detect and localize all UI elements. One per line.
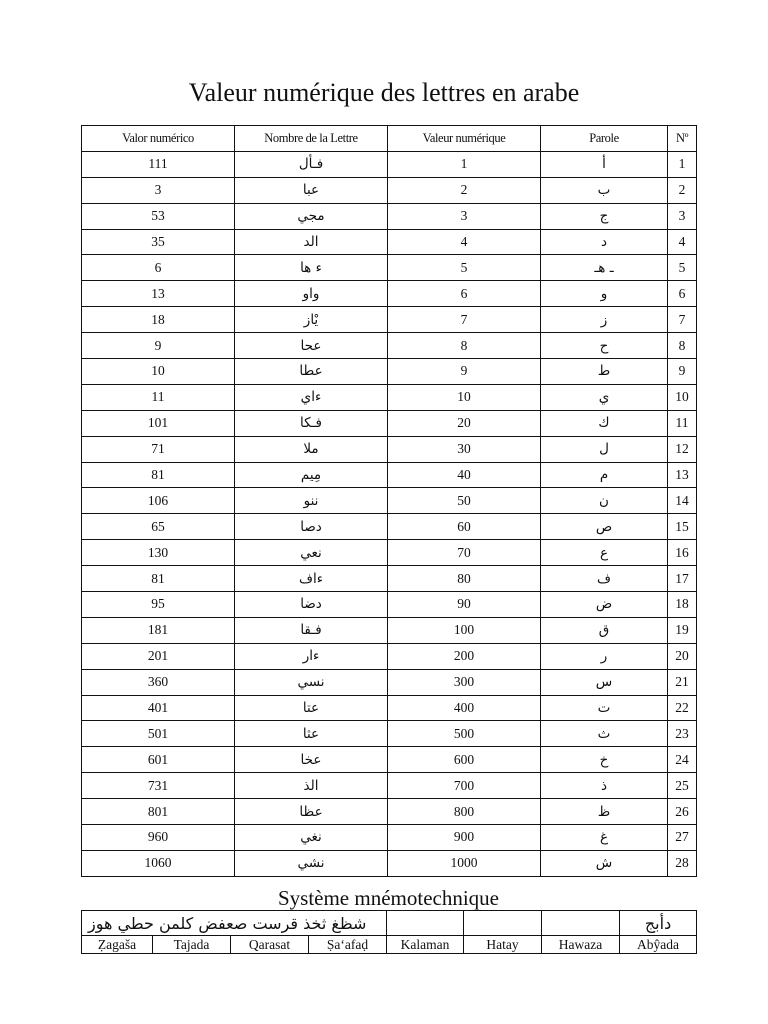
mnemonic-word: Kalaman xyxy=(387,936,464,954)
table-row xyxy=(82,307,697,333)
cell-parole: ث xyxy=(541,721,668,747)
cell-num: 7 xyxy=(668,307,697,333)
cell-nombre: نعي xyxy=(235,540,388,566)
cell-num: 18 xyxy=(668,592,697,618)
cell-valor: 95 xyxy=(82,592,235,618)
table-row xyxy=(82,281,697,307)
cell-nombre: نشي xyxy=(235,850,388,876)
cell-num: 4 xyxy=(668,229,697,255)
cell-nombre: فـكا xyxy=(235,410,388,436)
table-row xyxy=(82,359,697,385)
cell-valeur: 900 xyxy=(388,825,541,851)
mnemonic-word: Hawaza xyxy=(542,936,620,954)
cell-parole: و xyxy=(541,281,668,307)
cell-parole: ع xyxy=(541,540,668,566)
table-row xyxy=(82,566,697,592)
cell-parole: ر xyxy=(541,643,668,669)
cell-valor: 10 xyxy=(82,359,235,385)
cell-nombre: عطا xyxy=(235,359,388,385)
cell-nombre: فـقا xyxy=(235,617,388,643)
cell-parole: ح xyxy=(541,333,668,359)
cell-parole: خ xyxy=(541,747,668,773)
header-num: Nº xyxy=(668,126,697,152)
cell-num: 28 xyxy=(668,850,697,876)
cell-valor: 71 xyxy=(82,436,235,462)
cell-nombre: مِيم xyxy=(235,462,388,488)
cell-parole: ف xyxy=(541,566,668,592)
mnemonic-word: Ẓagaša xyxy=(82,936,153,954)
table-row xyxy=(82,203,697,229)
cell-valor: 130 xyxy=(82,540,235,566)
cell-parole: ـ هـ xyxy=(541,255,668,281)
cell-valor: 360 xyxy=(82,669,235,695)
table-row xyxy=(82,669,697,695)
header-valeur: Valeur numérique xyxy=(388,126,541,152)
cell-valeur: 1000 xyxy=(388,850,541,876)
cell-nombre: فـأل xyxy=(235,151,388,177)
cell-parole: ض xyxy=(541,592,668,618)
cell-num: 22 xyxy=(668,695,697,721)
cell-parole: ق xyxy=(541,617,668,643)
cell-valor: 13 xyxy=(82,281,235,307)
cell-valeur: 60 xyxy=(388,514,541,540)
table-row xyxy=(82,488,697,514)
cell-parole: ن xyxy=(541,488,668,514)
cell-valeur: 100 xyxy=(388,617,541,643)
cell-num: 13 xyxy=(668,462,697,488)
table-row xyxy=(82,177,697,203)
cell-valeur: 400 xyxy=(388,695,541,721)
cell-nombre: نغي xyxy=(235,825,388,851)
cell-valor: 181 xyxy=(82,617,235,643)
cell-num: 15 xyxy=(668,514,697,540)
cell-num: 16 xyxy=(668,540,697,566)
mnemonic-word: Qarasat xyxy=(231,936,309,954)
cell-num: 19 xyxy=(668,617,697,643)
table-row xyxy=(82,514,697,540)
cell-nombre: ءاي xyxy=(235,384,388,410)
table-row xyxy=(82,151,697,177)
table-row xyxy=(82,747,697,773)
cell-num: 11 xyxy=(668,410,697,436)
cell-valeur: 90 xyxy=(388,592,541,618)
cell-parole: ج xyxy=(541,203,668,229)
cell-num: 23 xyxy=(668,721,697,747)
table-row xyxy=(82,462,697,488)
cell-parole: ذ xyxy=(541,773,668,799)
cell-nombre: ملا xyxy=(235,436,388,462)
page-title: Valeur numérique des lettres en arabe xyxy=(188,78,580,107)
cell-valor: 81 xyxy=(82,566,235,592)
table-row xyxy=(82,333,697,359)
cell-valor: 106 xyxy=(82,488,235,514)
cell-valeur: 4 xyxy=(388,229,541,255)
cell-num: 26 xyxy=(668,799,697,825)
cell-num: 8 xyxy=(668,333,697,359)
mnemonic-word: Ṣa‘afaḍ xyxy=(309,936,387,954)
cell-valor: 9 xyxy=(82,333,235,359)
cell-parole: ط xyxy=(541,359,668,385)
mnemonic-empty-cell xyxy=(542,911,620,936)
cell-valor: 601 xyxy=(82,747,235,773)
cell-nombre: مجي xyxy=(235,203,388,229)
cell-nombre: عتا xyxy=(235,695,388,721)
header-parole: Parole xyxy=(541,126,668,152)
cell-valor: 11 xyxy=(82,384,235,410)
mnemonic-title: Système mnémotechnique xyxy=(277,886,500,910)
cell-nombre: واو xyxy=(235,281,388,307)
cell-num: 24 xyxy=(668,747,697,773)
cell-nombre: ءار xyxy=(235,643,388,669)
cell-valeur: 3 xyxy=(388,203,541,229)
cell-valeur: 300 xyxy=(388,669,541,695)
table-header-row xyxy=(82,126,697,152)
table-row xyxy=(82,721,697,747)
cell-parole: ز xyxy=(541,307,668,333)
cell-num: 6 xyxy=(668,281,697,307)
mnemonic-table xyxy=(81,910,697,954)
cell-valeur: 2 xyxy=(388,177,541,203)
cell-valor: 801 xyxy=(82,799,235,825)
cell-nombre: عخا xyxy=(235,747,388,773)
cell-valor: 501 xyxy=(82,721,235,747)
table-row xyxy=(82,799,697,825)
mnemonic-latin-row xyxy=(82,936,697,954)
table-body xyxy=(82,151,697,876)
cell-valeur: 70 xyxy=(388,540,541,566)
table-row xyxy=(82,617,697,643)
letters-table xyxy=(81,125,697,877)
mnemonic-word: Tajada xyxy=(153,936,231,954)
table-row xyxy=(82,592,697,618)
cell-valor: 101 xyxy=(82,410,235,436)
cell-valor: 35 xyxy=(82,229,235,255)
cell-parole: ظ xyxy=(541,799,668,825)
mnemonic-arabic-row xyxy=(82,911,697,936)
cell-num: 1 xyxy=(668,151,697,177)
cell-nombre: عحا xyxy=(235,333,388,359)
cell-valeur: 200 xyxy=(388,643,541,669)
cell-parole: غ xyxy=(541,825,668,851)
cell-num: 9 xyxy=(668,359,697,385)
cell-parole: أ xyxy=(541,151,668,177)
table-row xyxy=(82,773,697,799)
table-row xyxy=(82,825,697,851)
cell-valeur: 500 xyxy=(388,721,541,747)
mnemonic-arabic-line: شظغ ثخذ قرست صعفض كلمن حطي هوز xyxy=(82,911,387,936)
cell-valeur: 30 xyxy=(388,436,541,462)
cell-nombre: ء ها xyxy=(235,255,388,281)
cell-parole: ت xyxy=(541,695,668,721)
table-row xyxy=(82,540,697,566)
cell-num: 2 xyxy=(668,177,697,203)
table-row xyxy=(82,850,697,876)
cell-valor: 6 xyxy=(82,255,235,281)
cell-nombre: دصا xyxy=(235,514,388,540)
cell-valeur: 1 xyxy=(388,151,541,177)
cell-valor: 201 xyxy=(82,643,235,669)
cell-valeur: 700 xyxy=(388,773,541,799)
cell-num: 10 xyxy=(668,384,697,410)
table-row xyxy=(82,410,697,436)
cell-valor: 1060 xyxy=(82,850,235,876)
cell-nombre: نسي xyxy=(235,669,388,695)
cell-valeur: 800 xyxy=(388,799,541,825)
table-row xyxy=(82,255,697,281)
cell-valeur: 20 xyxy=(388,410,541,436)
mnemonic-word: Abŷada xyxy=(620,936,697,954)
header-valor: Valor numérico xyxy=(82,126,235,152)
cell-valeur: 5 xyxy=(388,255,541,281)
cell-nombre: ننو xyxy=(235,488,388,514)
table-row xyxy=(82,229,697,255)
cell-parole: ك xyxy=(541,410,668,436)
cell-nombre: الذ xyxy=(235,773,388,799)
cell-num: 25 xyxy=(668,773,697,799)
cell-num: 5 xyxy=(668,255,697,281)
cell-num: 17 xyxy=(668,566,697,592)
cell-nombre: عبا xyxy=(235,177,388,203)
cell-valor: 65 xyxy=(82,514,235,540)
cell-nombre: الد xyxy=(235,229,388,255)
cell-valeur: 9 xyxy=(388,359,541,385)
cell-valeur: 50 xyxy=(388,488,541,514)
cell-nombre: دضا xyxy=(235,592,388,618)
mnemonic-empty-cell xyxy=(387,911,464,936)
cell-nombre: يْاز xyxy=(235,307,388,333)
cell-parole: ش xyxy=(541,850,668,876)
table-row xyxy=(82,436,697,462)
cell-valeur: 40 xyxy=(388,462,541,488)
mnemonic-empty-cell xyxy=(464,911,542,936)
table-row xyxy=(82,384,697,410)
mnemonic-arabic-last: دأبج xyxy=(620,911,697,936)
cell-valor: 960 xyxy=(82,825,235,851)
cell-num: 20 xyxy=(668,643,697,669)
cell-parole: ب xyxy=(541,177,668,203)
cell-valor: 401 xyxy=(82,695,235,721)
cell-valeur: 6 xyxy=(388,281,541,307)
cell-valor: 53 xyxy=(82,203,235,229)
cell-num: 21 xyxy=(668,669,697,695)
cell-valor: 731 xyxy=(82,773,235,799)
cell-nombre: عثا xyxy=(235,721,388,747)
cell-valeur: 80 xyxy=(388,566,541,592)
cell-num: 12 xyxy=(668,436,697,462)
cell-valeur: 7 xyxy=(388,307,541,333)
cell-valor: 111 xyxy=(82,151,235,177)
cell-num: 27 xyxy=(668,825,697,851)
cell-parole: ل xyxy=(541,436,668,462)
cell-nombre: ءاف xyxy=(235,566,388,592)
cell-parole: ي xyxy=(541,384,668,410)
cell-valor: 81 xyxy=(82,462,235,488)
cell-parole: د xyxy=(541,229,668,255)
cell-num: 3 xyxy=(668,203,697,229)
table-row xyxy=(82,643,697,669)
cell-num: 14 xyxy=(668,488,697,514)
cell-valeur: 10 xyxy=(388,384,541,410)
cell-parole: م xyxy=(541,462,668,488)
cell-nombre: عظا xyxy=(235,799,388,825)
header-nombre: Nombre de la Lettre xyxy=(235,126,388,152)
mnemonic-word: Hatay xyxy=(464,936,542,954)
table-row xyxy=(82,695,697,721)
cell-valor: 3 xyxy=(82,177,235,203)
cell-parole: س xyxy=(541,669,668,695)
cell-valor: 18 xyxy=(82,307,235,333)
cell-valeur: 600 xyxy=(388,747,541,773)
cell-valeur: 8 xyxy=(388,333,541,359)
cell-parole: ص xyxy=(541,514,668,540)
